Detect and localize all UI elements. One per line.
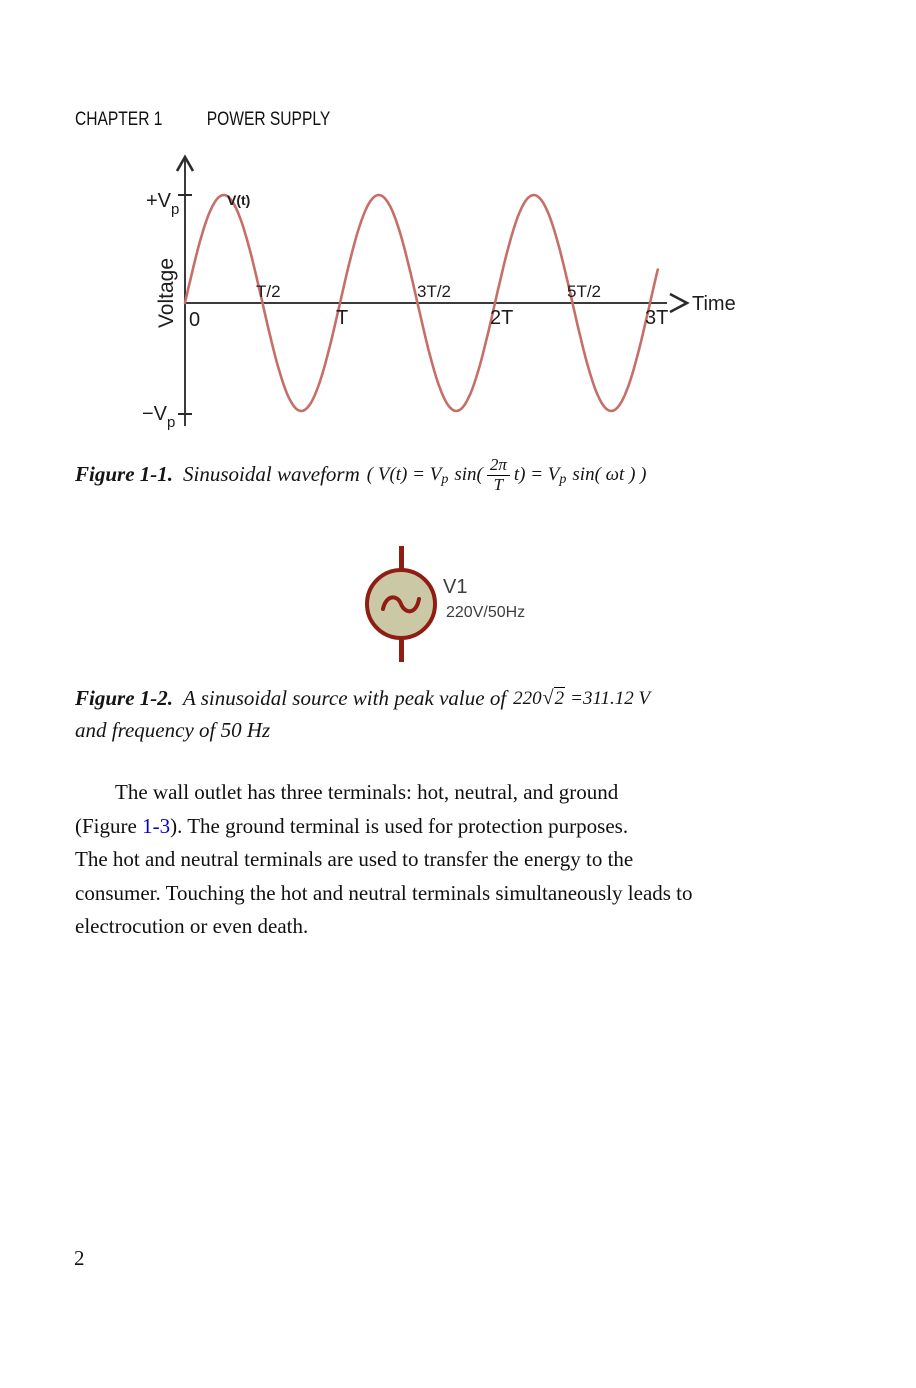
figure-1-1-formula (367, 456, 647, 494)
formula-subscript: p (441, 471, 449, 487)
page-header (75, 109, 330, 131)
component-value-label: 220V/50Hz (446, 604, 526, 621)
fraction-denominator: T (493, 474, 504, 494)
y-axis-title: Voltage (155, 257, 178, 329)
figure-1-1-caption-tag: Figure 1-1. (75, 462, 174, 487)
paragraph-text: electrocution or even death. (75, 914, 309, 939)
ac-source-top-lead (399, 546, 404, 570)
figure-1-2-image (362, 546, 582, 664)
body-paragraph (75, 776, 693, 944)
formula-subscript: p (559, 471, 567, 487)
x-tick-label-3t2: 3T/2 (417, 282, 452, 301)
x-axis-arrow-icon (670, 294, 687, 312)
figure-1-2-caption (75, 686, 650, 743)
y-label-plus-vp (146, 190, 179, 218)
figure-1-3-link[interactable]: 1-3 (142, 813, 171, 838)
x-tick-label-5t2: 5T/2 (567, 282, 602, 301)
math-coefficient: 220 (513, 687, 542, 709)
paragraph-text: ). The ground terminal is used for protection purposes. (170, 813, 629, 838)
formula-part: sin( (454, 463, 483, 485)
figure-1-2-caption-line2: and frequency of 50 Hz (75, 718, 271, 742)
y-plus-subscript: p (171, 201, 180, 218)
formula-part: ( V(t) = V (366, 463, 442, 485)
page-number: 2 (74, 1246, 85, 1270)
y-minus-subscript: p (167, 414, 176, 431)
formula-part: sin( ωt ) ) (572, 463, 647, 485)
paragraph-line (75, 810, 693, 844)
ac-source-symbol (365, 568, 437, 640)
paragraph-text: (Figure (75, 813, 143, 838)
y-minus-text: −V (142, 403, 168, 425)
x-tick-label-t2: T/2 (256, 282, 281, 301)
figure-1-1-caption (75, 456, 647, 494)
paragraph-line (75, 877, 693, 911)
formula-part: t) = V (513, 463, 560, 485)
chapter-label: CHAPTER 1 (75, 109, 163, 130)
figure-1-1-caption-text: Sinusoidal waveform (183, 462, 360, 487)
paragraph-line (75, 776, 693, 810)
paragraph-text: consumer. Touching the hot and neutral terminals simultaneously leads to (75, 880, 693, 905)
x-tick-label-3t: 3T (645, 307, 669, 329)
radical-sign: √ (542, 687, 554, 709)
paragraph-text: The wall outlet has three terminals: hot, neutral, and ground (115, 780, 619, 804)
x-tick-label-0: 0 (189, 309, 201, 331)
y-label-minus-vp (142, 403, 175, 431)
fraction-numerator: 2π (487, 456, 510, 476)
figure-1-2-caption-text: A sinusoidal source with peak value of (183, 686, 507, 710)
radicand: 2 (554, 688, 565, 709)
curve-label: V(t) (227, 192, 251, 208)
sine-wave-icon (378, 587, 424, 621)
figure-1-1-image (130, 148, 790, 448)
x-tick-label-2t: 2T (490, 307, 514, 329)
y-plus-text: +V (146, 190, 172, 212)
math-result: =311.12 V (570, 687, 651, 709)
figure-1-2-caption-tag: Figure 1-2. (75, 686, 174, 710)
ac-source-bottom-lead (399, 639, 404, 662)
x-axis-title: Time (692, 293, 736, 315)
figure-1-2-math (513, 687, 650, 710)
formula-fraction (487, 456, 510, 494)
paragraph-line (75, 843, 693, 877)
component-name-label: V1 (443, 576, 468, 598)
x-tick-label-t: T (336, 307, 349, 329)
paragraph-text: The hot and neutral terminals are used to transfer the energy to the (75, 847, 634, 872)
paragraph-line (75, 910, 693, 944)
chapter-title: POWER SUPPLY (206, 109, 331, 130)
